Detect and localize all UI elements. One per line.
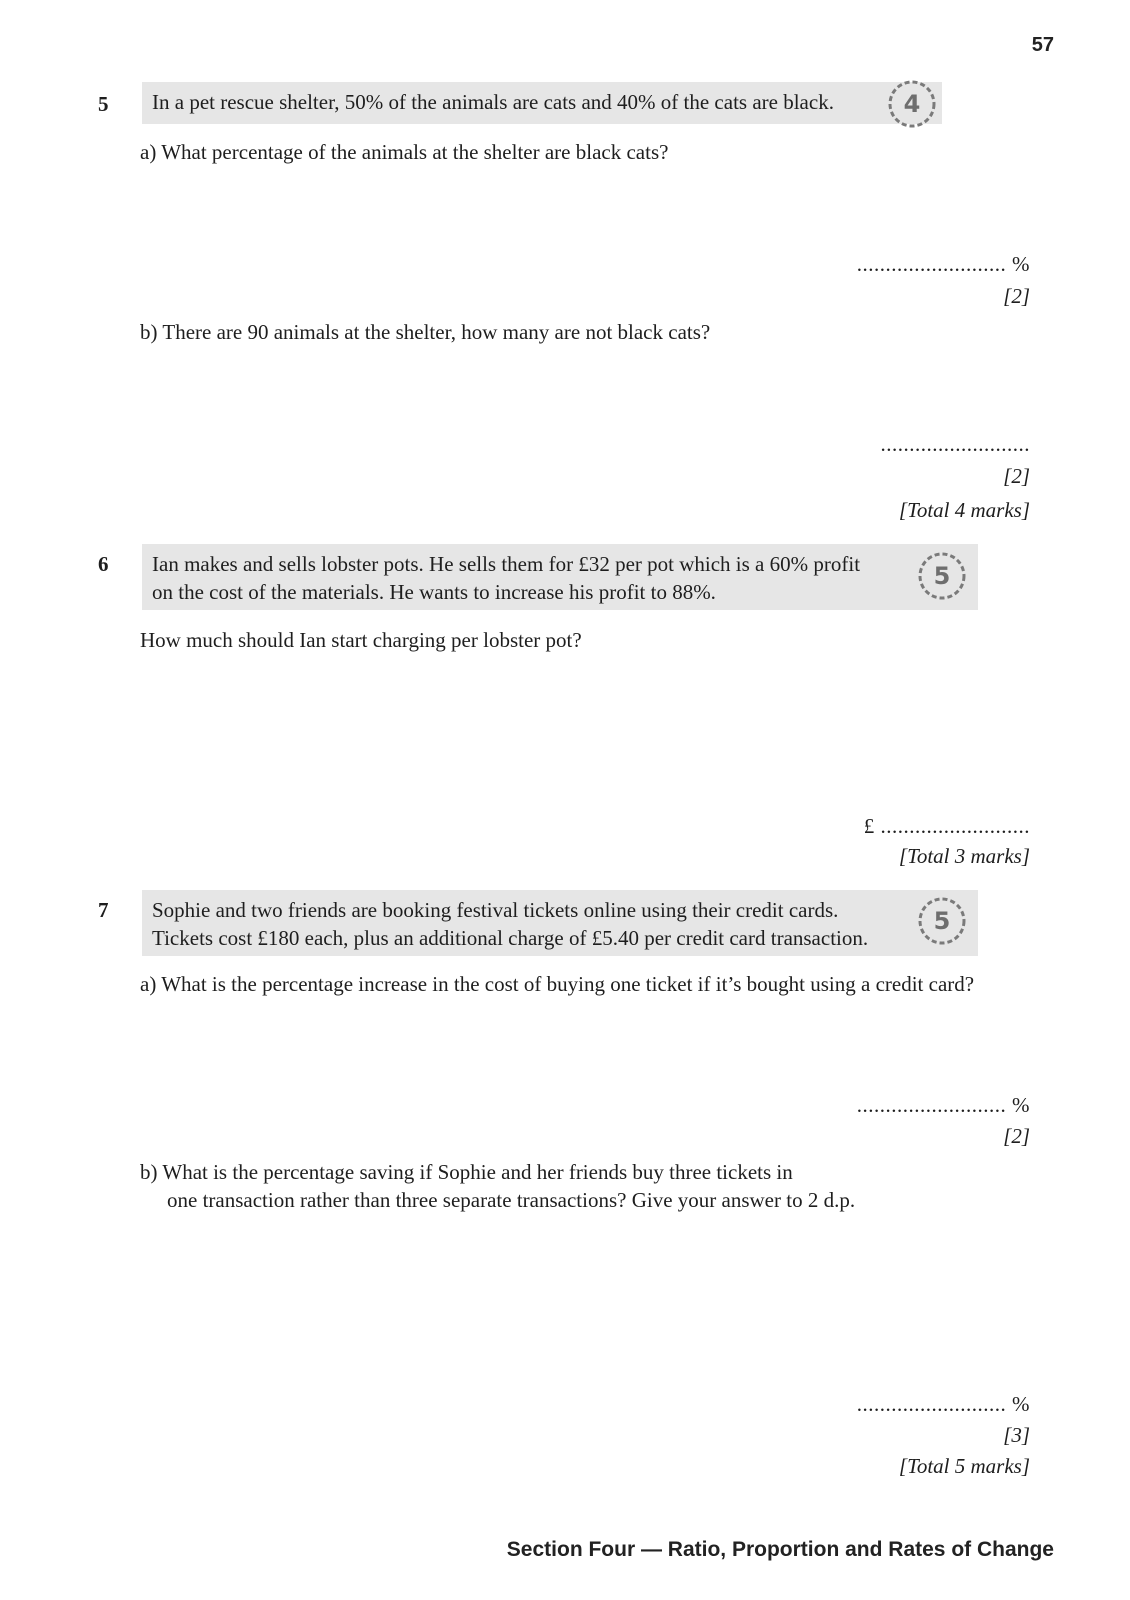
part-marks: [2] [1003, 284, 1030, 308]
grade-digit: 4 [903, 90, 921, 118]
total-marks: [Total 3 marks] [898, 844, 1030, 868]
total-marks: [Total 5 marks] [898, 1454, 1030, 1478]
question-part [140, 1158, 855, 1214]
part-text: one transaction rather than three separate transactions? Give your answer to 2 d.p. [167, 1188, 856, 1212]
question-stem-line: Ian makes and sells lobster pots. He sells them for £32 per pot which is a 60% profit [152, 552, 861, 576]
part-marks: [2] [1003, 464, 1030, 488]
section-footer: Section Four — Ratio, Proportion and Rates of Change [506, 1538, 1054, 1561]
question-number: 7 [98, 898, 109, 922]
grade-badge [914, 893, 970, 949]
part-marks: [2] [1003, 1124, 1030, 1148]
answer-line[interactable]: £ .......................... [863, 814, 1030, 838]
grade-digit: 5 [933, 562, 951, 590]
part-label: b) [140, 320, 158, 344]
answer-line[interactable]: .......................... % [856, 1392, 1030, 1416]
question-part [140, 970, 974, 998]
part-marks: [3] [1003, 1423, 1030, 1447]
part-text: What percentage of the animals at the shelter are black cats? [161, 140, 669, 164]
answer-line[interactable]: .......................... % [856, 252, 1030, 276]
grade-badge [914, 548, 970, 604]
total-marks: [Total 4 marks] [898, 498, 1030, 522]
part-label: a) [140, 140, 157, 164]
question-prompt: How much should Ian start charging per lobster pot? [140, 628, 582, 652]
part-text: What is the percentage saving if Sophie and her friends buy three tickets in [162, 1160, 793, 1184]
answer-line[interactable]: .......................... [880, 432, 1030, 456]
part-text: What is the percentage increase in the cost of buying one ticket if it’s bought using a credit card? [161, 972, 975, 996]
question-stem-box [142, 890, 978, 956]
grade-digit: 5 [933, 907, 951, 935]
question-stem: In a pet rescue shelter, 50% of the animals are cats and 40% of the cats are black. [152, 90, 834, 114]
question-part [140, 138, 668, 166]
part-label: a) [140, 972, 157, 996]
part-text: There are 90 animals at the shelter, how many are not black cats? [162, 320, 711, 344]
question-stem-line: Sophie and two friends are booking festival tickets online using their credit cards. [152, 898, 839, 922]
answer-line[interactable]: .......................... % [856, 1093, 1030, 1117]
question-stem-line: on the cost of the materials. He wants to increase his profit to 88%. [152, 580, 716, 604]
page-number: 57 [1031, 34, 1054, 56]
question-stem-line: Tickets cost £180 each, plus an additional charge of £5.40 per credit card transaction. [152, 926, 869, 950]
question-number: 6 [98, 552, 109, 576]
question-part [140, 318, 710, 346]
question-stem-box [142, 82, 942, 124]
part-label: b) [140, 1160, 158, 1184]
question-stem-box [142, 544, 978, 610]
grade-badge [884, 76, 940, 132]
question-number: 5 [98, 92, 109, 116]
